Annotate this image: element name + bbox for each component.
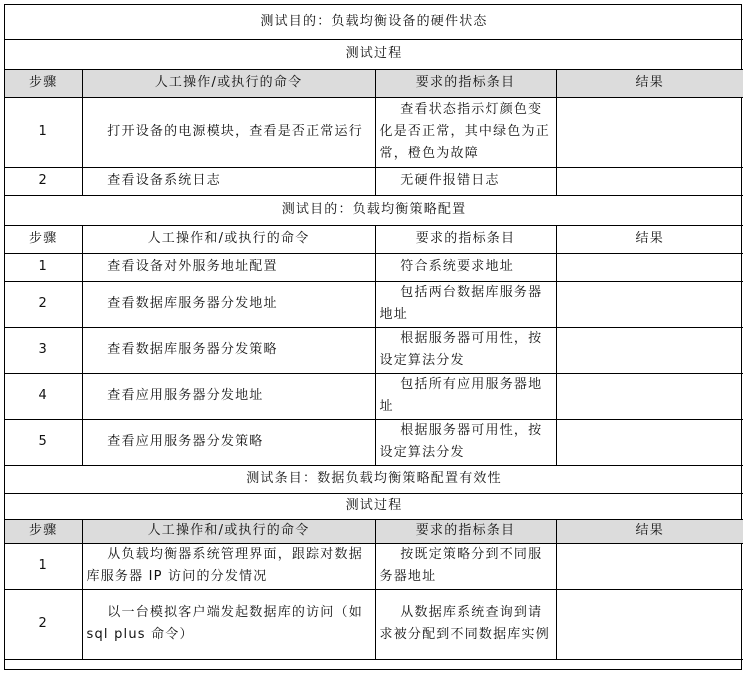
step-cell: 4 <box>5 373 82 419</box>
header-action: 人工操作和/或执行的命令 <box>82 225 375 253</box>
action-cell: 查看应用服务器分发地址 <box>82 373 375 419</box>
requirement-cell: 按既定策略分到不同服务器地址 <box>375 543 556 589</box>
table-row <box>5 253 743 281</box>
section2-title: 测试目的：负载均衡策略配置 <box>5 195 743 225</box>
section1-subtitle: 测试过程 <box>5 39 743 69</box>
header-action: 人工操作和/或执行的命令 <box>82 519 375 543</box>
header-requirement: 要求的指标条目 <box>375 69 556 97</box>
table-row <box>5 589 743 659</box>
requirement-cell: 包括所有应用服务器地址 <box>375 373 556 419</box>
step-cell: 1 <box>5 253 82 281</box>
requirement-cell: 符合系统要求地址 <box>375 253 556 281</box>
requirement-cell: 从数据库系统查询到请求被分配到不同数据库实例 <box>375 589 556 659</box>
header-step: 步骤 <box>5 519 82 543</box>
action-cell: 查看数据库服务器分发地址 <box>82 281 375 327</box>
result-cell <box>556 589 743 659</box>
step-cell: 1 <box>5 97 82 167</box>
requirement-cell: 根据服务器可用性，按设定算法分发 <box>375 419 556 465</box>
result-cell <box>556 253 743 281</box>
section1-title: 测试目的：负载均衡设备的硬件状态 <box>5 5 743 39</box>
header-result: 结果 <box>556 225 743 253</box>
result-cell <box>556 97 743 167</box>
result-cell <box>556 167 743 195</box>
action-cell: 查看应用服务器分发策略 <box>82 419 375 465</box>
action-cell: 打开设备的电源模块，查看是否正常运行 <box>82 97 375 167</box>
action-cell: 查看设备对外服务地址配置 <box>82 253 375 281</box>
table-row <box>5 281 743 327</box>
requirement-cell: 查看状态指示灯颜色变化是否正常，其中绿色为正常，橙色为故障 <box>375 97 556 167</box>
result-cell <box>556 419 743 465</box>
requirement-cell: 无硬件报错日志 <box>375 167 556 195</box>
step-cell: 3 <box>5 327 82 373</box>
requirement-cell: 包括两台数据库服务器地址 <box>375 281 556 327</box>
action-cell: 查看数据库服务器分发策略 <box>82 327 375 373</box>
table-row <box>5 167 743 195</box>
action-cell: 以一台模拟客户端发起数据库的访问（如 sql plus 命令） <box>82 589 375 659</box>
requirement-cell: 根据服务器可用性，按设定算法分发 <box>375 327 556 373</box>
result-cell <box>556 327 743 373</box>
result-cell <box>556 281 743 327</box>
step-cell: 1 <box>5 543 82 589</box>
table-row <box>5 97 743 167</box>
table-row <box>5 419 743 465</box>
header-requirement: 要求的指标条目 <box>375 225 556 253</box>
header-result: 结果 <box>556 519 743 543</box>
table-row <box>5 327 743 373</box>
action-cell: 从负载均衡器系统管理界面，跟踪对数据库服务器 IP 访问的分发情况 <box>82 543 375 589</box>
result-cell <box>556 373 743 419</box>
step-cell: 2 <box>5 589 82 659</box>
header-step: 步骤 <box>5 225 82 253</box>
table-row <box>5 543 743 589</box>
result-cell <box>556 543 743 589</box>
test-table <box>5 5 743 660</box>
table-row <box>5 373 743 419</box>
step-cell: 2 <box>5 281 82 327</box>
section3-subtitle: 测试过程 <box>5 493 743 519</box>
header-result: 结果 <box>556 69 743 97</box>
header-action: 人工操作/或执行的命令 <box>82 69 375 97</box>
step-cell: 2 <box>5 167 82 195</box>
step-cell: 5 <box>5 419 82 465</box>
header-requirement: 要求的指标条目 <box>375 519 556 543</box>
action-cell: 查看设备系统日志 <box>82 167 375 195</box>
section3-title: 测试条目：数据负载均衡策略配置有效性 <box>5 465 743 493</box>
header-step: 步骤 <box>5 69 82 97</box>
test-document <box>4 4 742 670</box>
